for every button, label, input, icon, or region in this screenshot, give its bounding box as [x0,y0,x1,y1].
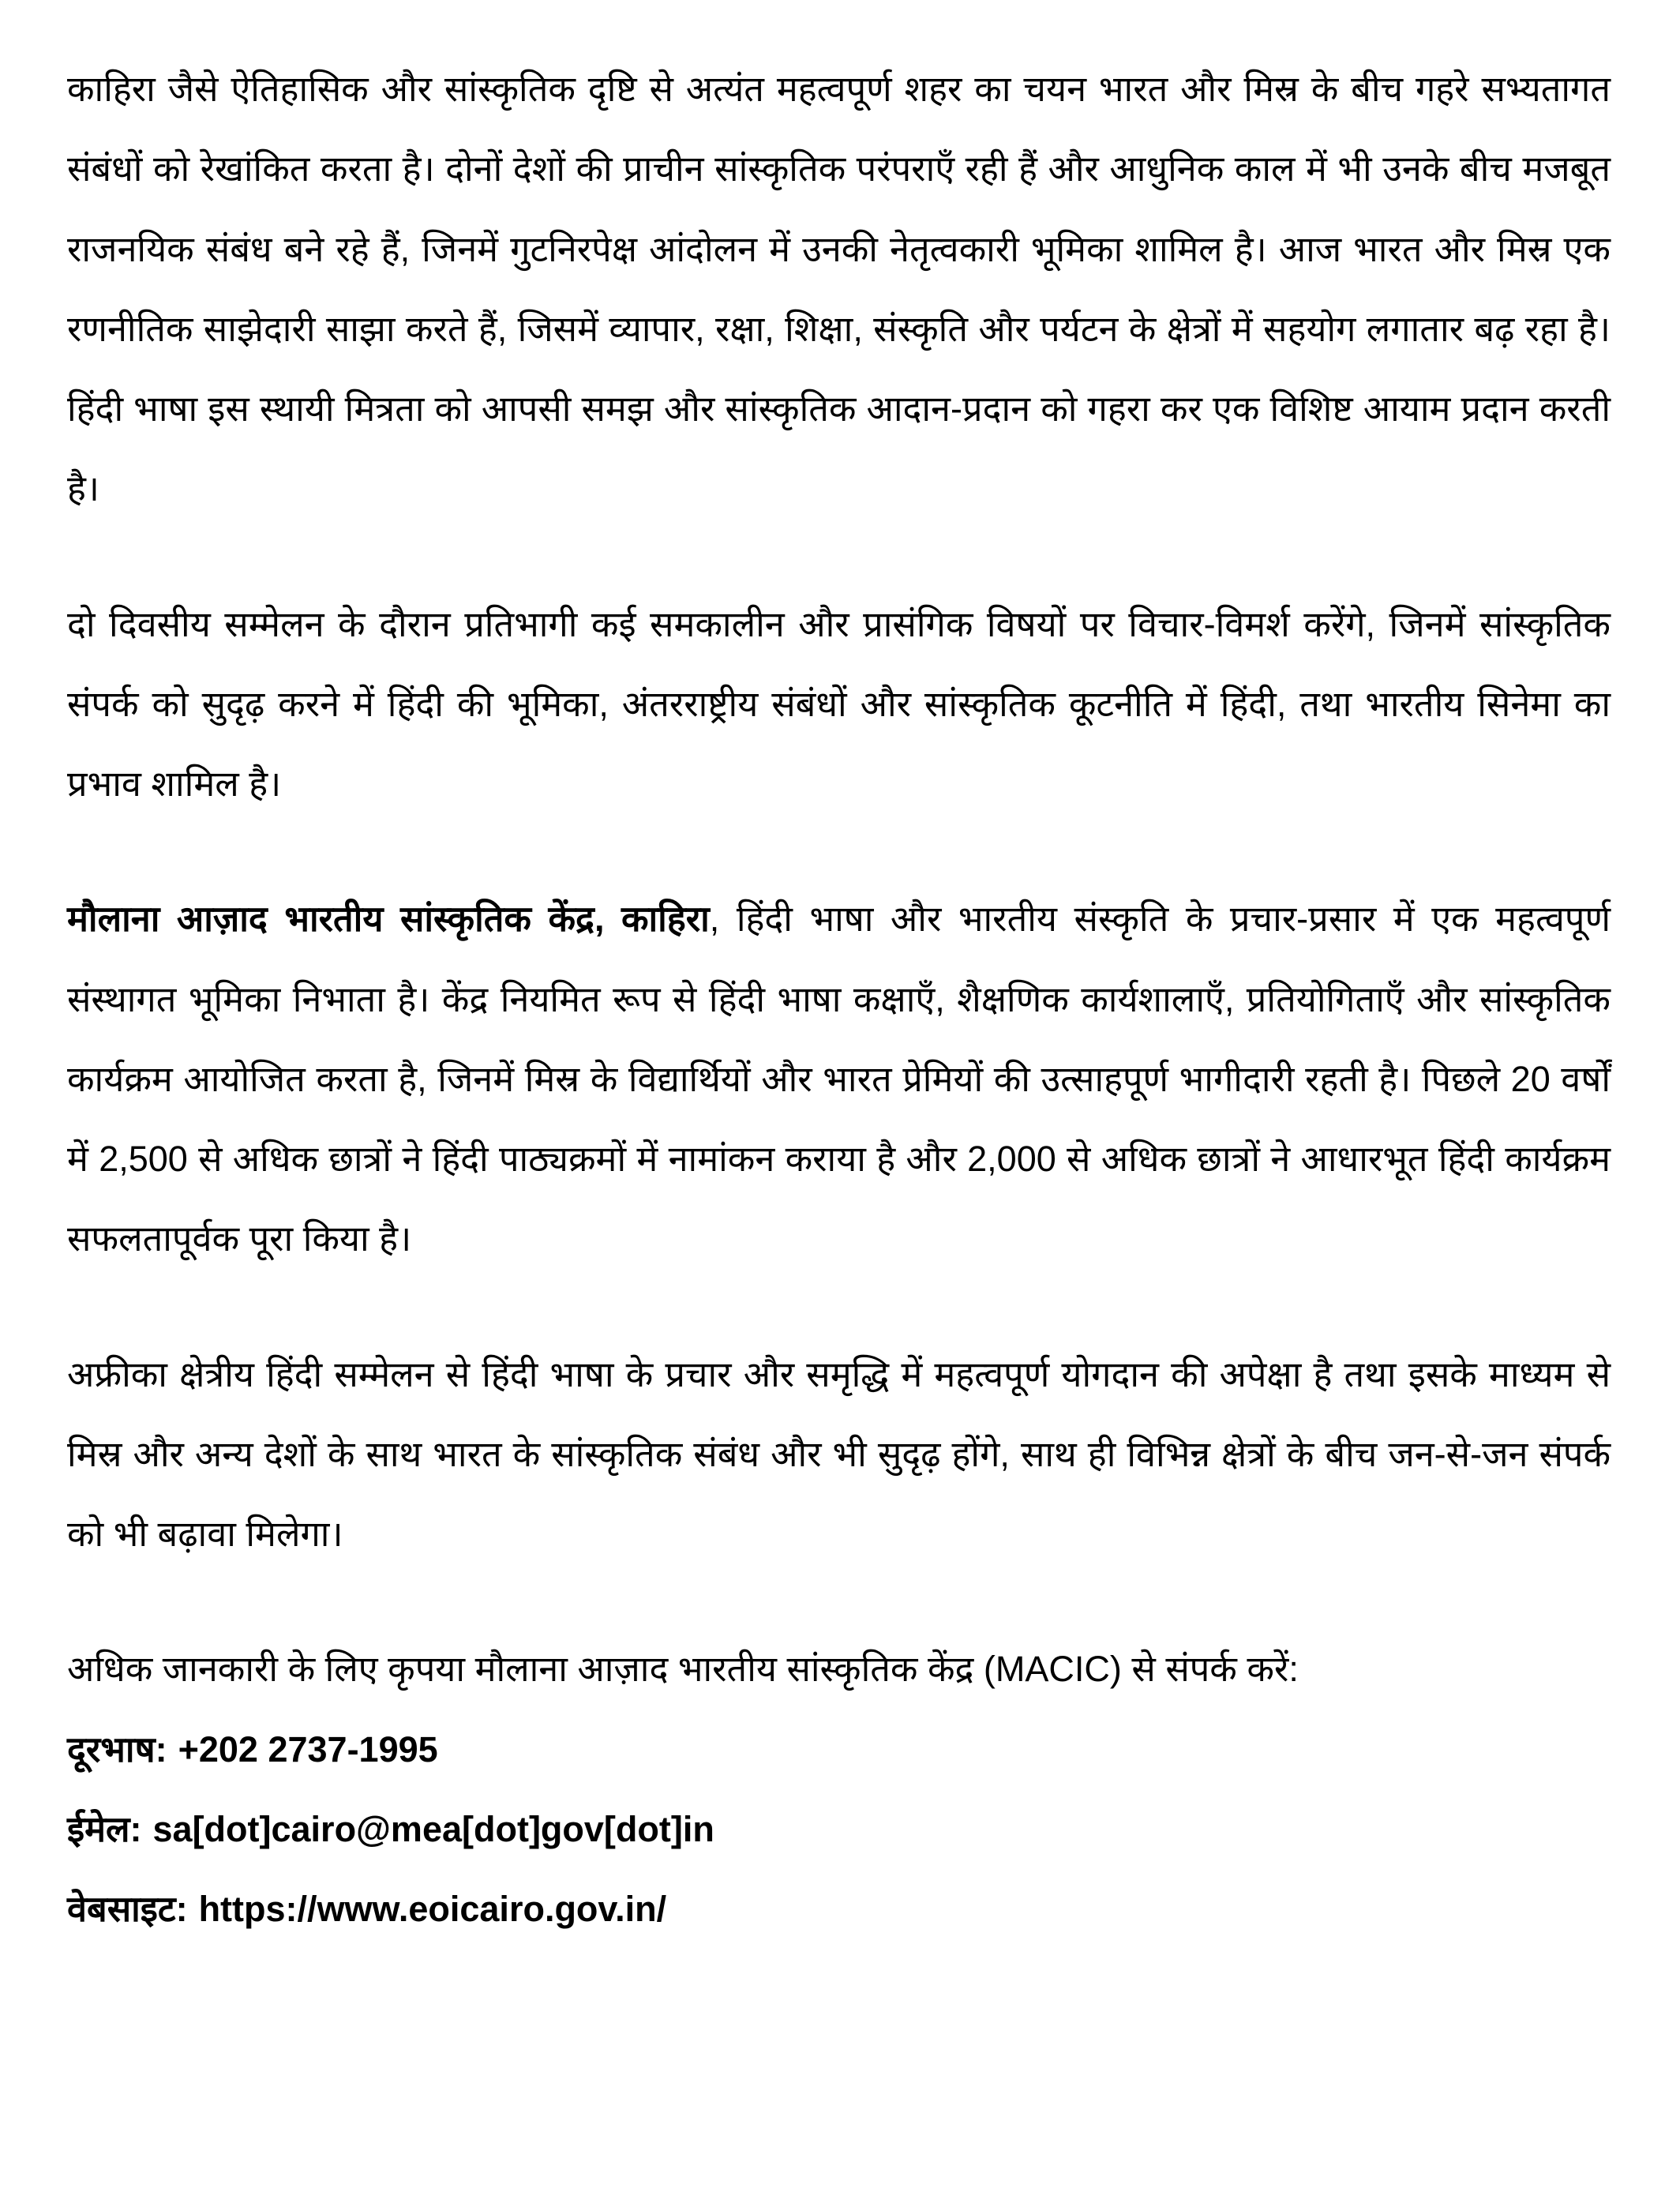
paragraph-cairo-selection: काहिरा जैसे ऐतिहासिक और सांस्कृतिक दृष्टि से अत्यंत महत्वपूर्ण शहर का चयन भारत और मिस्र के बीच गहरे सभ्यतागत संबंधों को रेखांकित करता है। दोनों देशों की प्राचीन सांस्कृतिक परंपराएँ रही हैं और आधुनिक काल में भी उनके बीच मजबूत राजनयिक संबंध बने रहे हैं, जिनमें गुटनिरपेक्ष आंदोलन में उनकी नेतृत्वकारी भूमिका शामिल है। आज भारत और मिस्र एक रणनीतिक साझेदारी साझा करते हैं, जिसमें व्यापार, रक्षा, शिक्षा, संस्कृति और पर्यटन के क्षेत्रों में सहयोग लगातार बढ़ रहा है। हिंदी भाषा इस स्थायी मित्रता को आपसी समझ और सांस्कृतिक आदान-प्रदान को गहरा कर एक विशिष्ट आयाम प्रदान करती है। [67,69,1611,509]
macic-paragraph-rest: , हिंदी भाषा और भारतीय संस्कृति के प्रचार-प्रसार में एक महत्वपूर्ण संस्थागत भूमिका निभाता है। केंद्र नियमित रूप से हिंदी भाषा कक्षाएँ, शैक्षणिक कार्यशालाएँ, प्रतियोगिताएँ और सांस्कृतिक कार्यक्रम आयोजित करता है, जिनमें मिस्र के विद्यार्थियों और भारत प्रेमियों की उत्साहपूर्ण भागीदारी रहती है। पिछले 20 वर्षों में 2,500 से अधिक छात्रों ने हिंदी पाठ्यक्रमों में नामांकन कराया है और 2,000 से अधिक छात्रों ने आधारभूत हिंदी कार्यक्रम सफलतापूर्वक पूरा किया है। [67,899,1611,1259]
contact-block [67,1629,1611,1949]
website-line [67,1869,1611,1949]
website-label: वेबसाइट: [67,1889,188,1929]
paragraph-conference-topics: दो दिवसीय सम्मेलन के दौरान प्रतिभागी कई समकालीन और प्रासंगिक विषयों पर विचार-विमर्श करेंगे, जिनमें सांस्कृतिक संपर्क को सुदृढ़ करने में हिंदी की भूमिका, अंतरराष्ट्रीय संबंधों और सांस्कृतिक कूटनीति में हिंदी, तथा भारतीय सिनेमा का प्रभाव शामिल है। [67,603,1611,804]
website-value: https://www.eoicairo.gov.in/ [198,1889,667,1929]
contact-intro-line: अधिक जानकारी के लिए कृपया मौलाना आज़ाद भारतीय सांस्कृतिक केंद्र (MACIC) से संपर्क करें: [67,1649,1299,1690]
phone-line [67,1709,1611,1789]
paragraph-conference-expectations: अफ्रीका क्षेत्रीय हिंदी सम्मेलन से हिंदी भाषा के प्रचार और समृद्धि में महत्वपूर्ण योगदान की अपेक्षा है तथा इसके माध्यम से मिस्र और अन्य देशों के साथ भारत के सांस्कृतिक संबंध और भी सुदृढ़ होंगे, साथ ही विभिन्न क्षेत्रों के बीच जन-से-जन संपर्क को भी बढ़ावा मिलेगा। [67,1353,1611,1554]
phone-value: +202 2737-1995 [178,1728,438,1770]
macic-bold-lead: मौलाना आज़ाद भारतीय सांस्कृतिक केंद्र, काहिरा [67,899,710,940]
phone-label: दूरभाष: [67,1728,167,1770]
email-label: ईमेल: [67,1808,142,1849]
paragraph-macic-role [67,879,1611,1278]
email-line [67,1789,1611,1869]
email-value: sa[dot]cairo@mea[dot]gov[dot]in [152,1808,714,1849]
